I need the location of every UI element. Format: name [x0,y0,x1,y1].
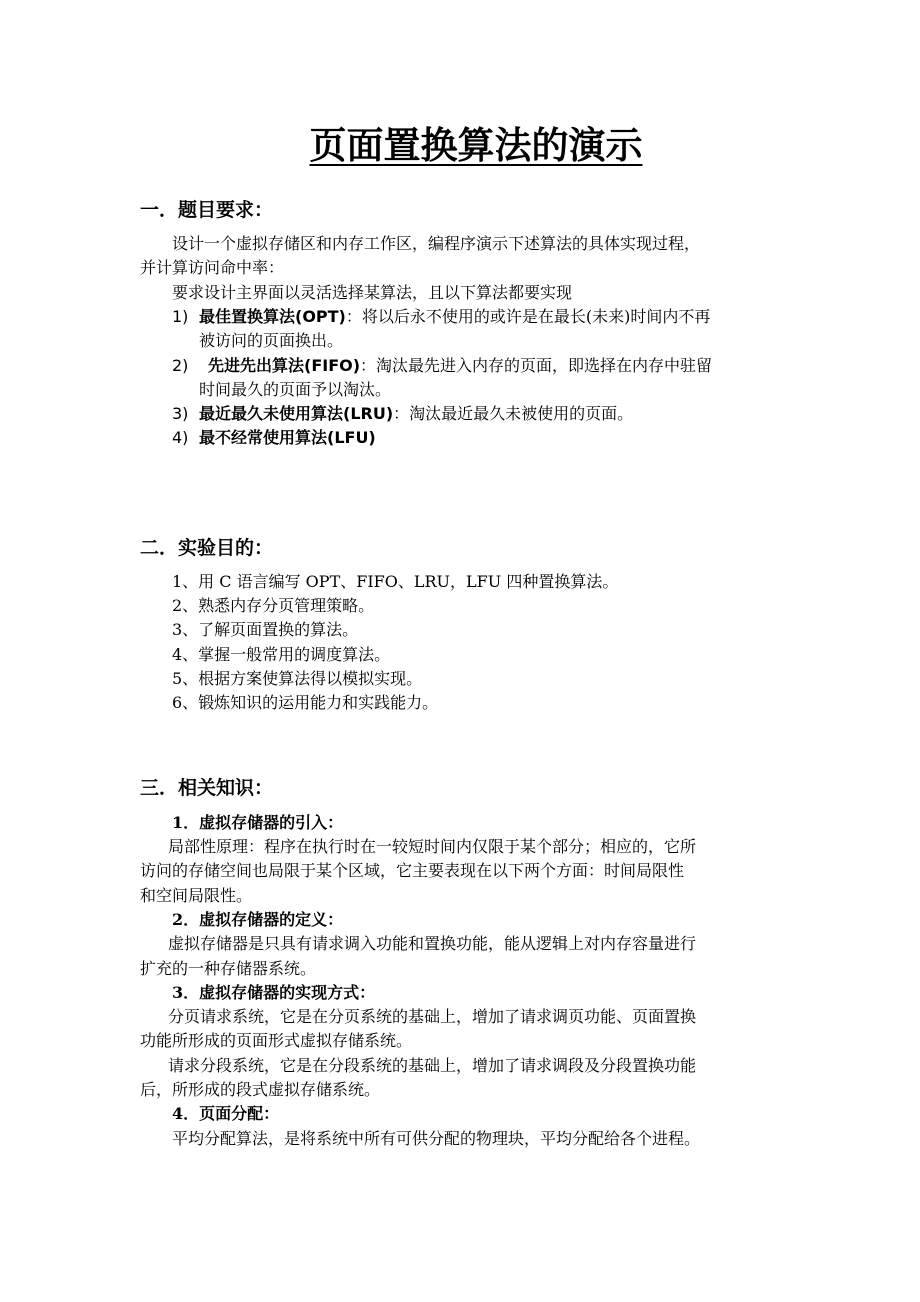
subsection-title: 4．页面分配： [172,1104,280,1123]
paragraph-line: 设计一个虚拟存储区和内存工作区，编程序演示下述算法的具体实现过程， [172,234,701,253]
subsection-title: 3．虚拟存储器的实现方式： [172,983,376,1002]
list-number: 4) [172,428,189,447]
list-item: 4、掌握一般常用的调度算法。 [172,645,391,664]
page-title: 页面置换算法的演示 [309,124,643,167]
list-number: 1) [172,307,189,326]
paragraph-line: 和空间局限性。 [140,886,253,905]
list-item [172,305,710,329]
list-item-continuation: 时间最久的页面予以淘汰。 [199,380,392,399]
list-item [172,402,633,426]
paragraph-line: 平均分配算法，是将系统中所有可供分配的物理块，平均分配给各个进程。 [172,1129,701,1148]
paragraph-line: 分页请求系统，它是在分页系统的基础上，增加了请求调页功能、页面置换 [168,1007,697,1026]
list-number: 2) [172,356,189,375]
paragraph-line: 功能所形成的页面形式虚拟存储系统。 [140,1031,413,1050]
list-item: 3、了解页面置换的算法。 [172,620,359,639]
algorithm-desc: ：淘汰最近最久未被使用的页面。 [393,404,634,423]
algorithm-desc: ：将以后永不使用的或许是在最长(未来)时间内不再 [345,307,711,326]
paragraph-line: 扩充的一种存储器系统。 [140,959,317,978]
paragraph-line: 请求分段系统，它是在分段系统的基础上，增加了请求调段及分段置换功能 [168,1056,697,1075]
algorithm-name: 最不经常使用算法(LFU) [199,428,376,447]
paragraph-line: 虚拟存储器是只具有请求调入功能和置换功能，能从逻辑上对内存容量进行 [168,934,697,953]
paragraph-line: 要求设计主界面以灵活选择某算法，且以下算法都要实现 [172,283,573,302]
paragraph-line: 并计算访问命中率： [140,258,285,277]
algorithm-name: 最近最久未使用算法(LRU) [199,404,394,423]
paragraph-line: 后，所形成的段式虚拟存储系统。 [140,1080,381,1099]
algorithm-name: 最佳置换算法(OPT) [199,307,346,326]
list-item [172,354,712,378]
section-heading-purpose: 二．实验目的： [140,537,274,559]
list-item [172,426,376,450]
list-item: 5、根据方案使算法得以模拟实现。 [172,669,423,688]
list-item: 1、用 C 语言编写 OPT、FIFO、LRU，LFU 四种置换算法。 [172,572,619,591]
list-item: 2、熟悉内存分页管理策略。 [172,596,375,615]
section-heading-knowledge: 三．相关知识： [140,777,274,799]
paragraph-line: 局部性原理：程序在执行时在一较短时间内仅限于某个部分；相应的，它所 [168,837,697,856]
paragraph-line: 访问的存储空间也局限于某个区域，它主要表现在以下两个方面：时间局限性 [140,861,685,880]
section-heading-requirements: 一．题目要求： [140,199,274,221]
list-item: 6、锻炼知识的运用能力和实践能力。 [172,693,439,712]
list-number: 3) [172,404,189,423]
algorithm-desc: ：淘汰最先进入内存的页面，即选择在内存中驻留 [360,356,713,375]
algorithm-name: 先进先出算法(FIFO) [208,356,361,375]
list-item-continuation: 被访问的页面换出。 [199,331,344,350]
subsection-title: 1．虚拟存储器的引入： [172,813,344,832]
subsection-title: 2．虚拟存储器的定义： [172,910,344,929]
